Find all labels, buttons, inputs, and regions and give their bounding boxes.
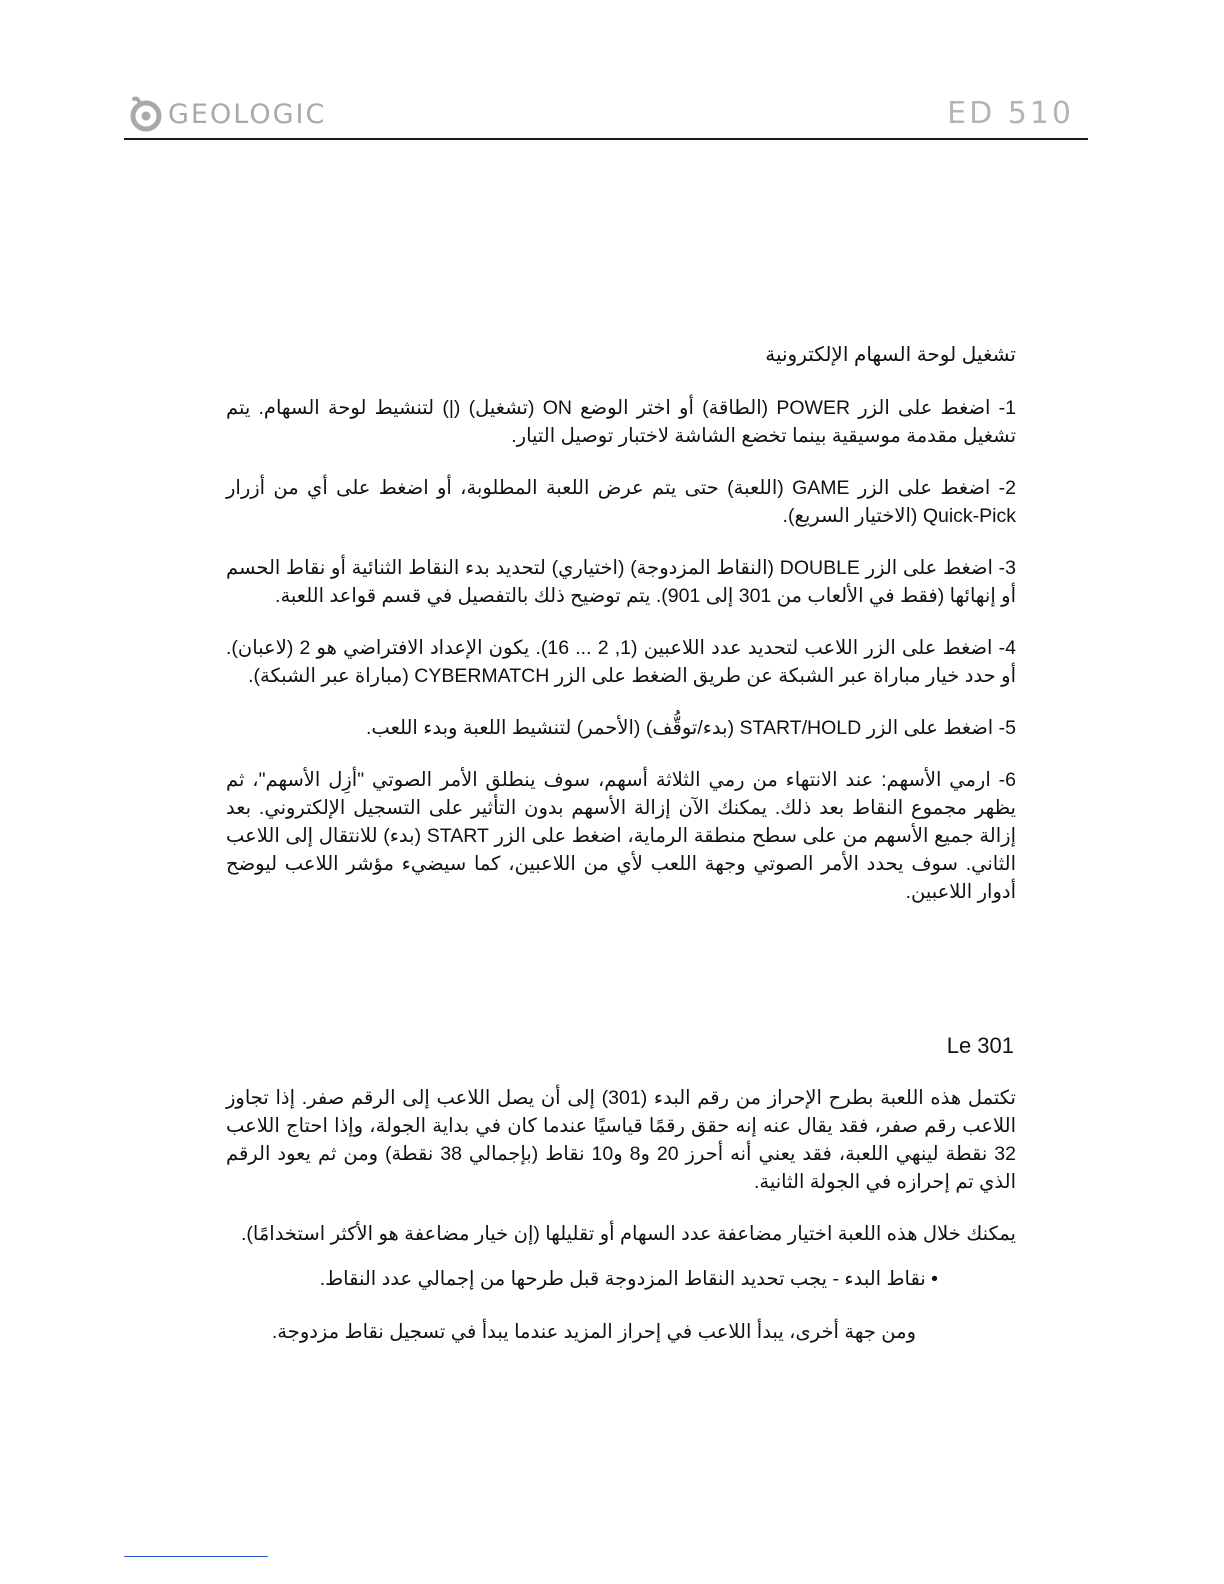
section-title-operation: تشغيل لوحة السهام الإلكترونية <box>765 344 1016 366</box>
step-5: 5- اضغط على الزر START/HOLD (بدء/توقُّف) (الأحمر) لتنشيط اللعبة وبدء اللعب. <box>366 717 1016 739</box>
brand-logo-icon <box>128 95 162 133</box>
le301-body <box>226 1084 1016 1272</box>
step-4: 4- اضغط على الزر اللاعب لتحديد عدد اللاعبين (1, 2 ... 16). يكون الإعداد الافتراضي هو 2 (لاعبان). أو حدد خيار مباراة عبر الشبكة عن طريق الضغط على الزر CYBERMATCH (مباراة عبر الشبكة). <box>226 637 1016 687</box>
section-title-le301: Le 301 <box>946 1033 1014 1058</box>
brand-logo <box>128 94 326 134</box>
le301-paragraph-1: تكتمل هذه اللعبة بطرح الإحراز من رقم البدء (301) إلى أن يصل اللاعب إلى الرقم صفر. إذا تجاوز اللاعب رقم صفر، فقد يقال عنه إنه حقق رقمًا قياسيًا عندما كان في بداية الجولة، وإذا احتاج اللاعب 32 نقطة لينهي اللعبة، فقد يعني أنه أحرز 20 و8 و10 نقاط (بإجمالي 38 نقطة) ومن ثم يعود الرقم الذي تم إحرازه في الجولة الثانية. <box>226 1087 1016 1193</box>
le301-paragraph-3: ومن جهة أخرى، يبدأ اللاعب في إحراز المزيد عندما يبدأ في تسجيل نقاط مزدوجة. <box>271 1321 916 1343</box>
step-2: 2- اضغط على الزر GAME (اللعبة) حتى يتم عرض اللعبة المطلوبة، أو اضغط على أي من أزرار Quick-Pick (الاختيار السريع). <box>226 477 1016 527</box>
brand-name: GEOLOGIC <box>168 98 327 130</box>
page-header <box>124 92 1088 140</box>
step-6: 6- ارمي الأسهم: عند الانتهاء من رمي الثلاثة أسهم، سوف ينطلق الأمر الصوتي "أزِل الأسهم"، ثم يظهر مجموع النقاط بعد ذلك. يمكنك الآن إزالة الأسهم بدون التأثير على التسجيل الإلكتروني. بعد إزالة جميع الأسهم من على سطح منطقة الرماية، اضغط على الزر START (بدء) للانتقال إلى اللاعب الثاني. سوف يحدد الأمر الصوتي وجهة اللعب لأي من اللاعبين، كما سيضيء مؤشر اللاعب ليوضح أدوار اللاعبين. <box>226 769 1016 903</box>
step-3: 3- اضغط على الزر DOUBLE (النقاط المزدوجة) (اختياري) لتحديد بدء النقاط الثنائية أو نقاط الحسم أو إنهائها (فقط في الألعاب من 301 إلى 901). يتم توضيح ذلك بالتفصيل في قسم قواعد اللعبة. <box>226 557 1016 607</box>
steps-list <box>226 394 1016 930</box>
le301-paragraph-2: يمكنك خلال هذه اللعبة اختيار مضاعفة عدد السهام أو تقليلها (إن خيار مضاعفة هو الأكثر استخدامًا). <box>240 1223 1016 1245</box>
le301-bullet: • نقاط البدء - يجب تحديد النقاط المزدوجة قبل طرحها من إجمالي عدد النقاط. <box>319 1268 938 1290</box>
step-1: 1- اضغط على الزر POWER (الطاقة) أو اختر الوضع ON (تشغيل) (|) لتنشيط لوحة السهام. يتم تشغيل مقدمة موسيقية بينما تخضع الشاشة لاختبار توصيل التيار. <box>226 397 1017 447</box>
footnote-divider <box>124 1556 268 1557</box>
model-name: ED 510 <box>947 96 1074 131</box>
